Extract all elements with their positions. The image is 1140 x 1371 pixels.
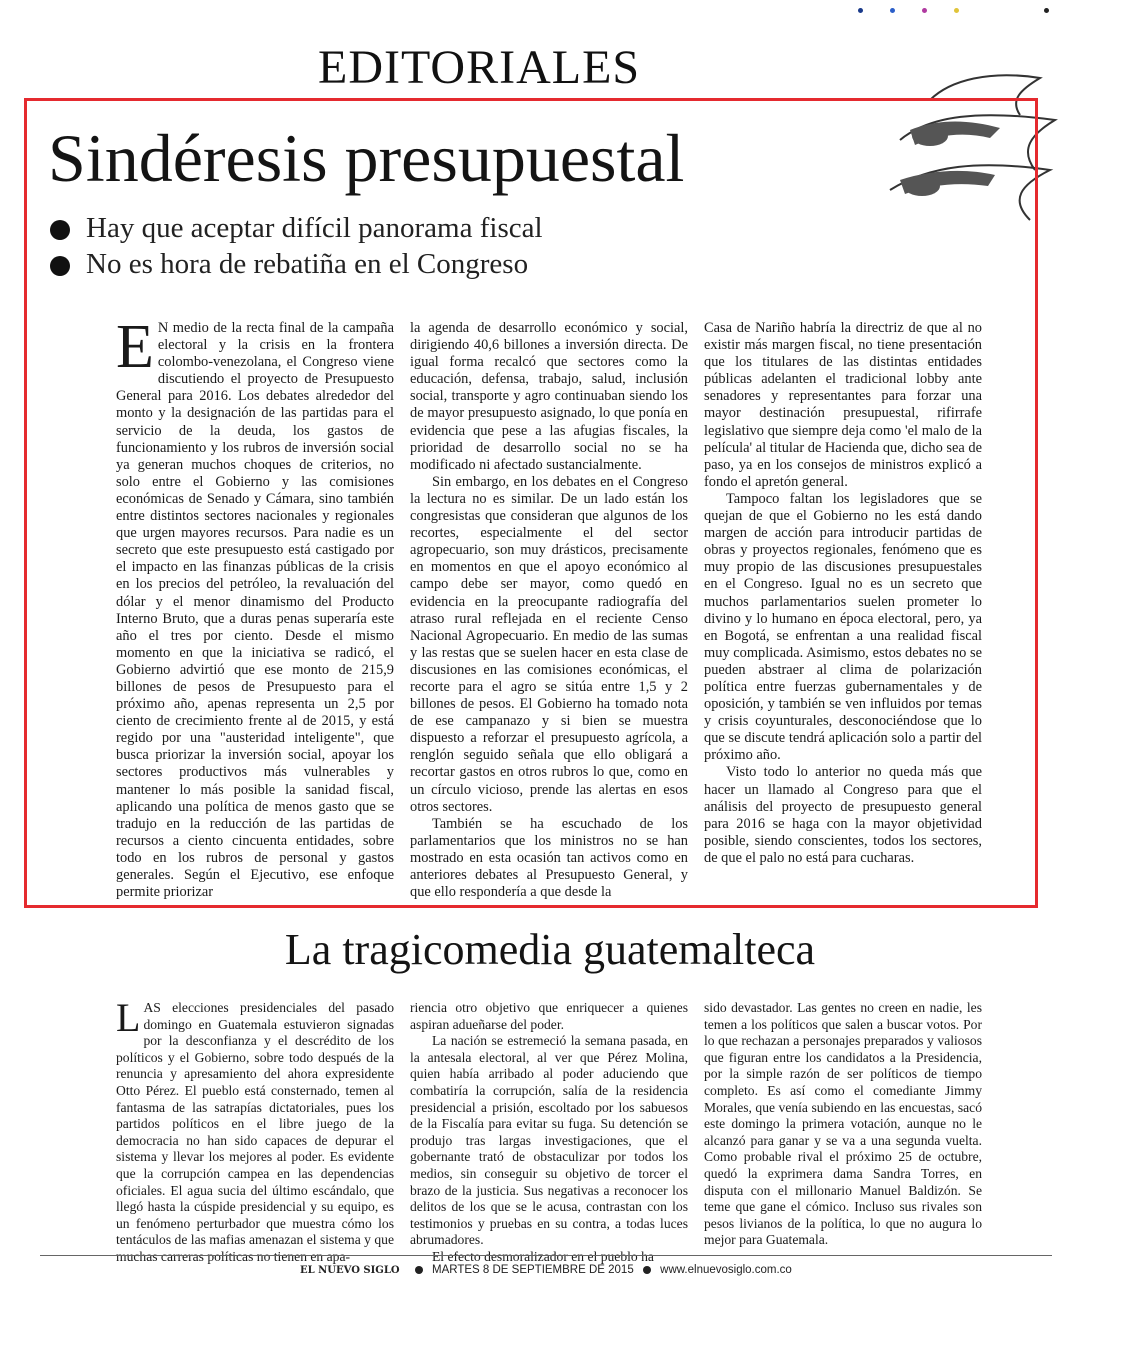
second-editorial-headline: La tragicomedia guatemalteca (284, 925, 816, 974)
bullet-dot-icon (50, 220, 70, 240)
paragraph: Visto todo lo anterior no queda más que hacer un llamado al Congreso para que el análisis del proyecto de presupuesto general para 2016 se haga con la mayor objetividad posible, siendo conscientes, todos los sectores, de que el palo no está para cucharas. (704, 764, 982, 866)
paragraph: Tampoco faltan los legisladores que se quejan de que el Gobierno no les está dando margen de acción para introducir partidas de obras y proyectos regionales, fenómeno que es muy propio de las discusiones presupuestales en el Congreso. Igual no es un secreto que muchos parlamentarios suelen prometer lo divino y lo humano en época electoral, pero, ya en Bogotá, se enfrentan a una realidad fiscal muy complicada. Asimismo, estos debates no se pueden abstraer al clima de polarización política entre fuerzas gubernamentales y de oposición, y también se ven influidos por temas y crisis coyunturales, desconociéndose que lo que se discute tendrá aplicación solo a partir del próximo año. (704, 490, 982, 764)
editorial-headline: Sindéresis presupuestal (48, 120, 685, 196)
editorial-bullets (48, 210, 848, 282)
paragraph: El efecto desmoralizador en el pueblo ha (432, 1248, 654, 1264)
paragraph: riencia otro objetivo que enriquecer a quienes aspiran adueñarse del poder. (410, 1000, 688, 1032)
separator-dot-icon (643, 1266, 651, 1274)
paragraph: Sin embargo, en los debates en el Congreso la lectura no es similar. De un lado están los congresistas que consideran que algunos de los recortes, especialmente el del sector agropecuario, son muy drásticos, precisamente en momentos en que el apoyo económico al campo debe ser mayor, como quedó en evidencia en la preocupante radiografía del atraso rural reflejada en el reciente Censo Nacional Agropecuario. En medio de las sumas y las restas que se suelen hacer en esta clase de discusiones en las comisiones económicas, el recorte para el agro se sitúa entre 1,5 y 2 billones de pesos. El Gobierno ha tomado nota de ese campanazo y si bien se muestra dispuesto a reforzar el presupuesto agrícola, a renglón seguido señala que ello obligará a recortar gastos en otros rubros lo que, como en un círculo vicioso, prende las alertas en esos otros sectores. (410, 473, 688, 815)
paragraph-text: N medio de la recta final de la campaña electoral y la crisis en la frontera colombo-venezolana, el Congreso viene discutiendo el proyecto de Presupuesto General para 2016. Los debates alrededor del monto y la designación de las partidas para el servicio de la deuda, los gastos de funcionamiento y los rubros de inversión social ya generan muchos choques de criterios, no solo entre el Gobierno y las comisiones económicas de Senado y Cámara, sino también entre distintos sectores nacionales y regionales que urgen mayores recursos. Para nadie es un secreto que este presupuesto está castigado por el impacto en las finanzas públicas de la crisis en los precios del petróleo, la revaluación del dólar y el menor dinamismo del Producto Interno Bruto, que a duras penas superaría este año el tres por ciento. Desde el mismo momento en que la iniciativa se radicó, el Gobierno advirtió que ese monto de 215,9 billones de pesos de Presupuesto para el próximo año, apenas representa un 2,5 por ciento de crecimiento frente al de 2015, y está regido por una "austeridad inteligente", que busca priorizar la inversión social, apoyar los sectores productivos más vulnerables y mantener lo más posible la sanidad fiscal, aplicando una política de menos gasto que se tradujo en la reducción de las partidas de recursos a ciento cincuenta entidades, sobre todo en los rubros de personal y gastos generales. Según el Ejecutivo, ese enfoque permite priorizar (116, 320, 394, 901)
paragraph (116, 995, 394, 1266)
editorial-column-3 (704, 320, 982, 895)
bullet-item (48, 210, 848, 246)
section-title: EDITORIALES (318, 41, 641, 94)
footer-url[interactable]: www.elnuevosiglo.com.co (660, 1264, 792, 1276)
footer-date: MARTES 8 DE SEPTIEMBRE DE 2015 (431, 1264, 634, 1276)
registration-dot (1044, 8, 1049, 13)
bullet-text: Hay que aceptar difícil panorama fiscal (86, 212, 543, 244)
registration-dot (922, 8, 927, 13)
paragraph: La nación se estremeció la semana pasada, en la antesala electoral, al ver que Pérez Molina, quien había arribado al poder aduciendo que combatiría la corrupción, salía de la residencia presidencial a prisión, escoltado por los sabuesos de la Fiscalía para evitar su fuga. Su detención se produjo tras largas investigaciones, que el gobernante trató de obstaculizar por todos los medios, sin conseguir su objetivo de torcer el brazo de la justicia. Sus negativas a reconocer los delitos de los que se le acusa, contrastan con los testimonios y pruebas en su contra, a todas luces abrumadores. (410, 1033, 688, 1248)
footer-divider (40, 1255, 1052, 1256)
registration-dot (890, 8, 895, 13)
paragraph: sido devastador. Las gentes no creen en nadie, les temen a los políticos que salen a buscar votos. Por lo que rechazan a personajes preparados y valiosos que figuran entre los candidatos a la Presidencia, por la simple razón de ser políticos de tiempo completo. Es así como el comediante Jimmy Morales, que venía subiendo en las encuestas, sacó este domingo la primera votación, aunque no le alcanzó para ganar y se va a una segunda vuelta. Como probable rival el próximo 25 de octubre, quedó la exprimera dama Sandra Torres, en disputa con el millonario Manuel Baldizón. Se teme que gane el cómico. Incluso sus rivales son pesos livianos de la política, lo que no augura lo mejor para Guatemala. (704, 1000, 982, 1248)
registration-dot (954, 8, 959, 13)
bullet-dot-icon (50, 256, 70, 276)
editorial-column-2 (410, 320, 688, 901)
paragraph: la agenda de desarrollo económico y social, dirigiendo 40,6 billones a inversión directa. De igual forma recalcó que sectores como la educación, defensa, trabajo, salud, inclusión social, transporte y agro continuaban siendo los de mayor presupuesto asignado, lo que ponía en evidencia que pese a las afugias fiscales, la prioridad de desarrollo social no se ha modificado ni afectado sustancialmente. (410, 320, 688, 473)
editorial-column-1 (116, 313, 394, 901)
second-editorial-column-2 (410, 1000, 688, 1264)
drop-cap: E (116, 313, 154, 381)
bullet-text: No es hora de rebatiña en el Congreso (86, 248, 529, 280)
second-editorial-column-3 (704, 1000, 982, 1250)
paragraph: Casa de Nariño habría la directriz de que al no existir más margen fiscal, no tiene presentación que los titulares de las distintas entidades públicas adelanten el tradicional lobby ante senadores y representantes para forzar una mayor destinación presupuestal, rifirrafe legislativo que siempre deja como 'el malo de la película' al titular de Hacienda que, dicho sea de paso, ya en los consejos de ministros explicó a fondo el apretón general. (704, 320, 982, 490)
separator-dot-icon (415, 1266, 423, 1274)
paragraph-text: AS elecciones presidenciales del pasado domingo en Guatemala estuvieron signadas por la desconfianza y el descrédito de los políticos y el Gobierno, sobre todo después de la renuncia y apresamiento del ahora expresidente Otto Pérez. El pueblo está consternado, temen al fantasma de las satrapías dictatoriales, pues los partidos políticos en el libre juego de la democracia no han sido capaces de depurar el sistema y llevar los mejores al poder. Es evidente que la corrupción campea en las dependencias oficiales. El agua sucia del último escándalo, que llegó hasta la cúspide presidencial y su equipo, es un fenómeno perturbador que muestra cómo los tentáculos de las mafias amenazan el sistema y que muchas carreras políticas no tienen en apa- (116, 1000, 394, 1264)
page-footer (300, 1261, 860, 1279)
color-registration-dots (858, 8, 1058, 18)
newspaper-brand: EL NUEVO SIGLO (300, 1265, 400, 1276)
drop-cap: L (116, 995, 141, 1040)
paragraph: También se ha escuchado de los parlamentarios que los ministros no se han mostrado en esta ocasión tan activos como en anteriores debates al Presupuesto General, y que ello respondería a que desde la (410, 815, 688, 901)
bullet-item (48, 246, 848, 282)
registration-dot (858, 8, 863, 13)
second-editorial-column-1 (116, 995, 394, 1264)
paragraph (116, 313, 394, 901)
